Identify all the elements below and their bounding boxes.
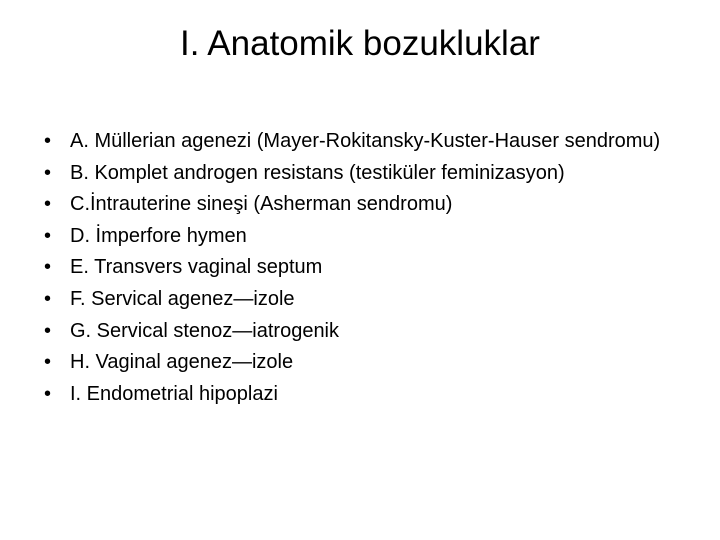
bullet-item-d [44, 225, 684, 248]
bullet-item-f [44, 288, 684, 311]
bullet-icon: • [44, 382, 52, 405]
bullet-text: I. Endometrial hipoplazi [70, 382, 278, 405]
bullet-text: F. Servical agenez—izole [70, 287, 295, 310]
bullet-text: A. Müllerian agenezi (Mayer-Rokitansky-Kuster-Hauser sendromu) [70, 130, 661, 152]
bullet-item-g [44, 320, 684, 343]
bullet-text: D. İmperfore hymen [70, 224, 247, 247]
bullet-icon: • [44, 224, 52, 247]
bullet-icon: • [44, 351, 52, 374]
bullet-item-i [44, 383, 684, 406]
bullet-text: B. Komplet androgen resistans (testiküler feminizasyon) [70, 161, 565, 184]
bullet-text: E. Transvers vaginal septum [70, 256, 323, 279]
bullet-icon: • [44, 193, 52, 216]
bullet-text: G. Servical stenoz—iatrogenik [70, 319, 340, 342]
bullet-list [44, 130, 684, 414]
bullet-icon: • [44, 130, 52, 152]
bullet-icon: • [44, 287, 52, 310]
bullet-text: H. Vaginal agenez—izole [70, 351, 294, 374]
bullet-item-b [44, 162, 684, 185]
bullet-item-e [44, 256, 684, 279]
bullet-text: C.İntrauterine sineşi (Asherman sendromu) [70, 193, 453, 216]
bullet-item-a [44, 130, 684, 153]
bullet-item-c [44, 193, 684, 216]
bullet-icon: • [44, 319, 52, 342]
bullet-icon: • [44, 256, 52, 279]
bullet-item-h [44, 351, 684, 374]
bullet-icon: • [44, 161, 52, 184]
slide-title: I. Anatomik bozukluklar [180, 24, 540, 63]
